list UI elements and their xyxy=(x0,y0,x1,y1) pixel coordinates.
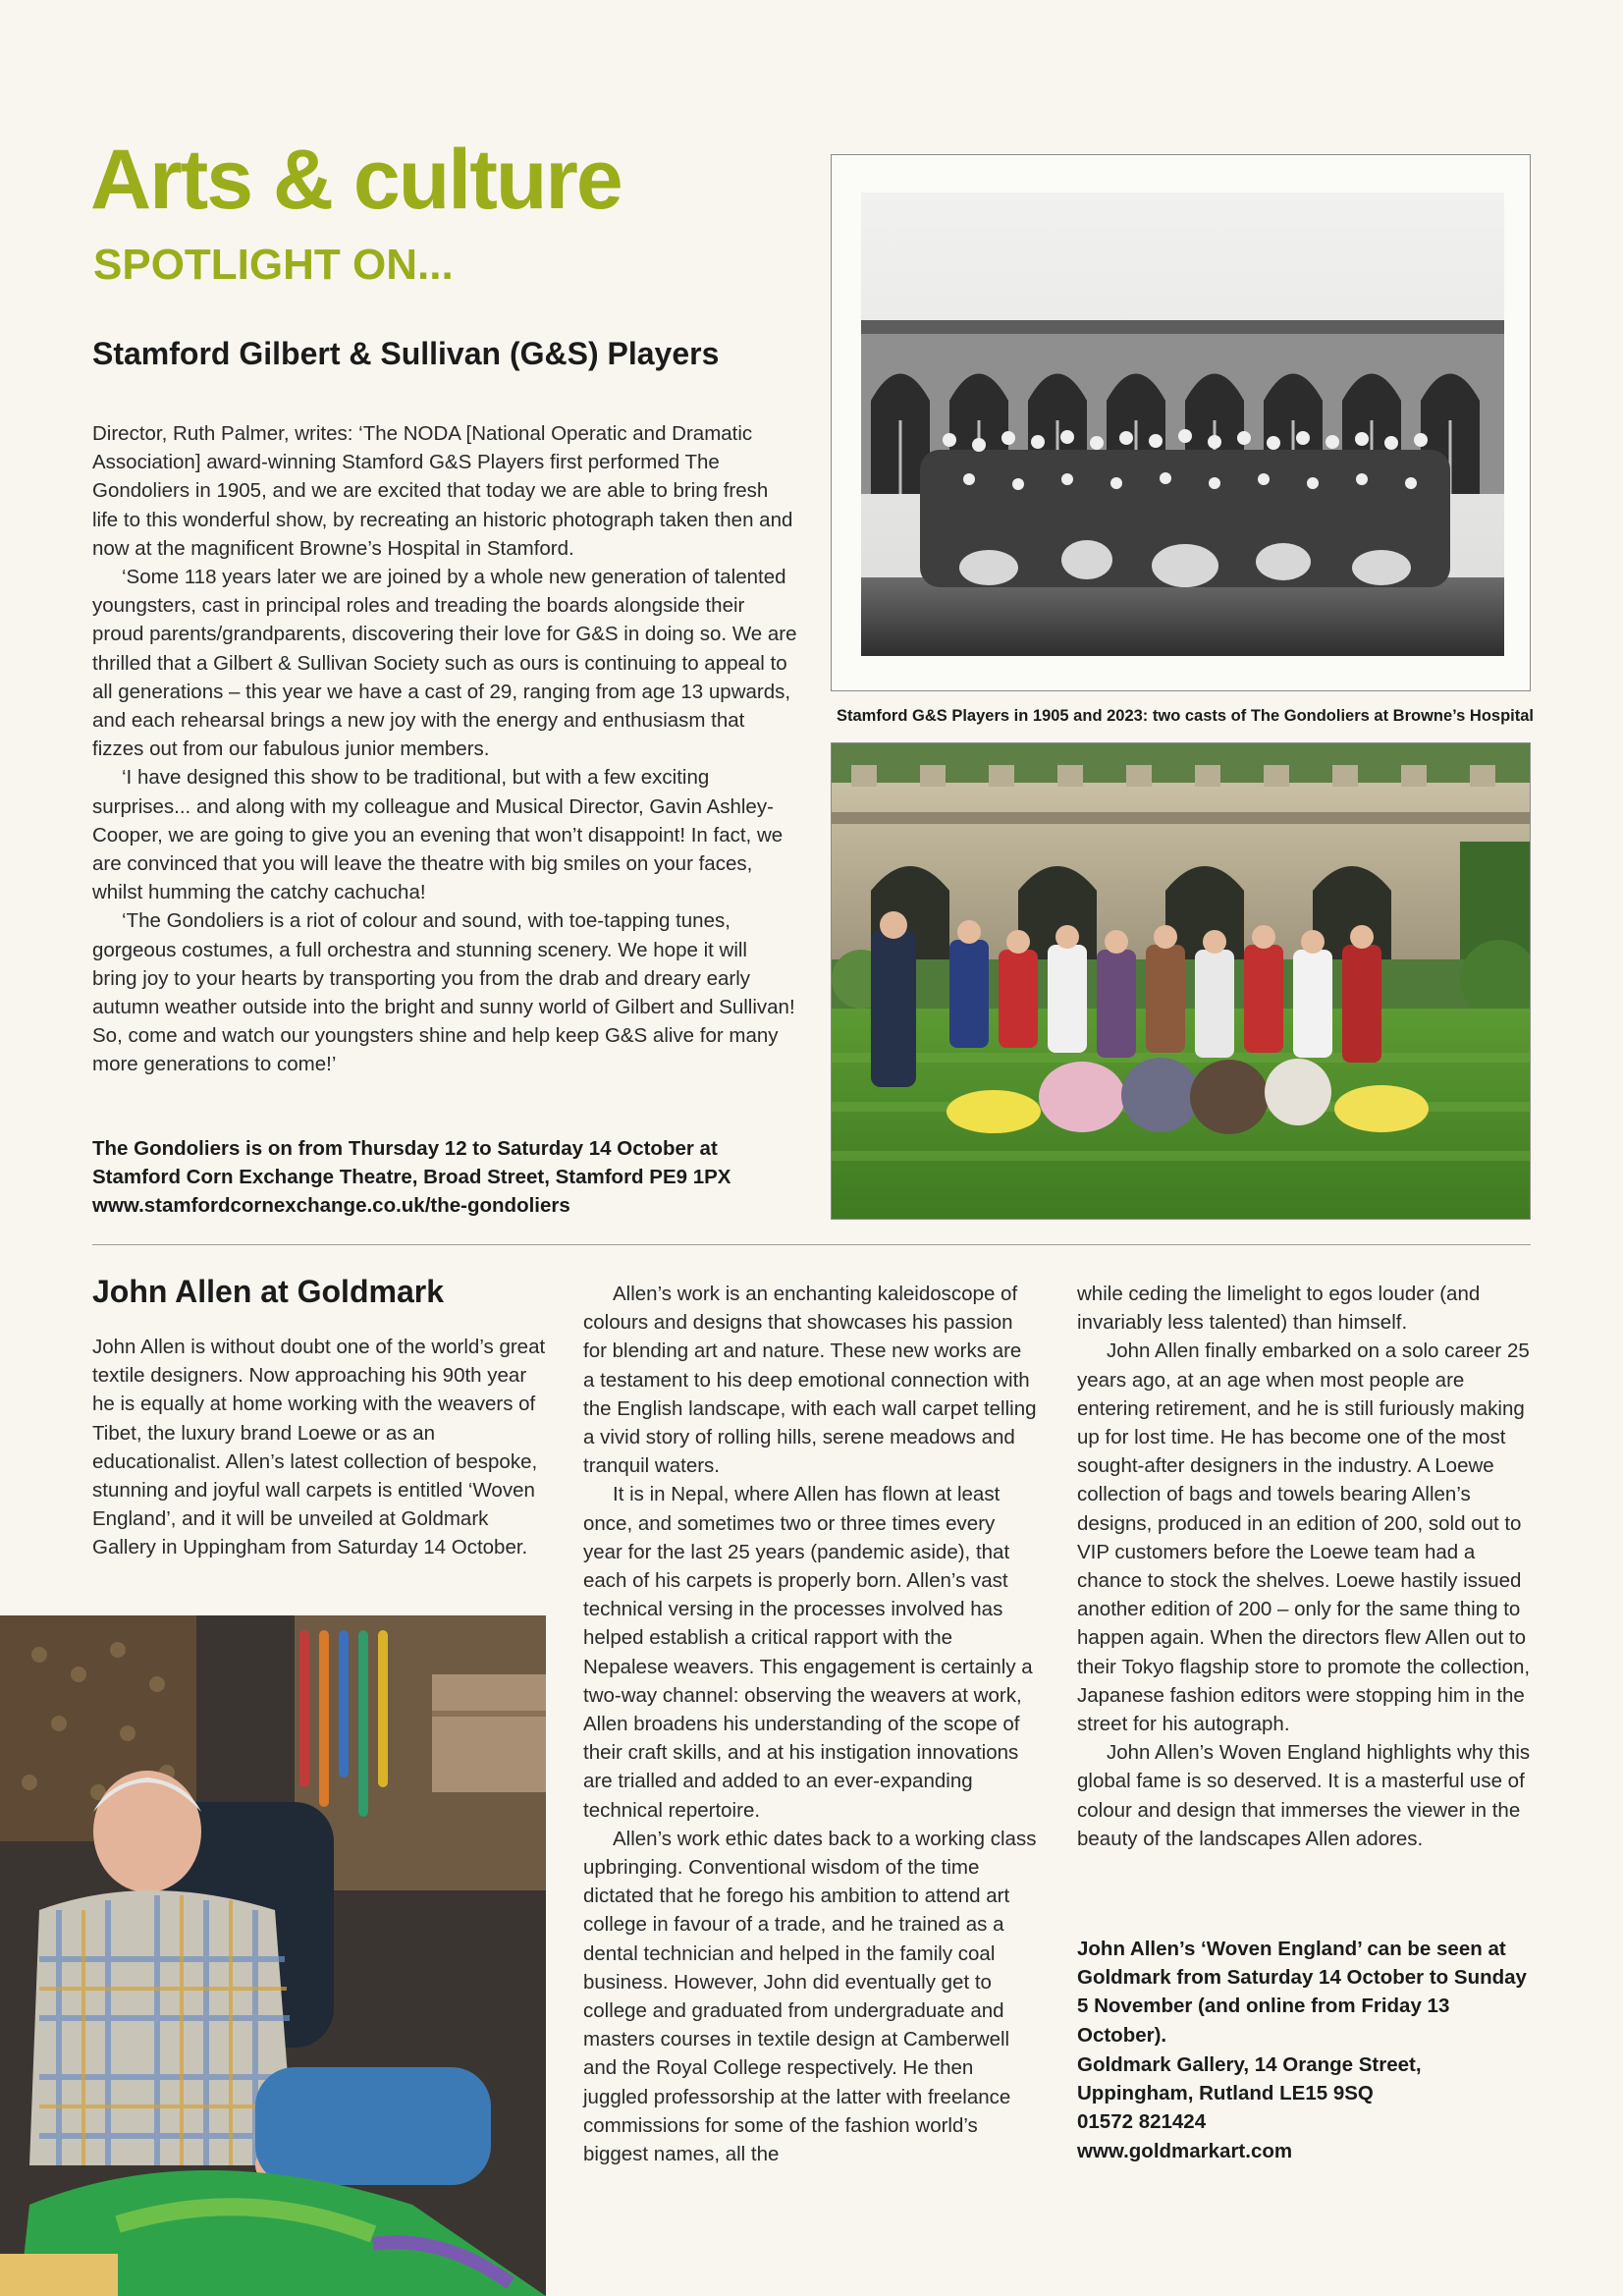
paragraph: John Allen is without doubt one of the world’s great textile designers. Now approaching his 90th year he is equally at home working with the weavers of Tibet, the luxury brand Loewe or as an educationalist. Allen’s latest collection of bespoke, stunning and joyful wall carpets is entitled ‘Woven England’, and it will be unveiled at Goldmark Gallery in Uppingham from Saturday 14 October. xyxy=(92,1336,546,1559)
paragraph: John Allen finally embarked on a solo career 25 years ago, at an age when most people are entering retirement, and he is still furiously making up for lost time. He has become one of the most sought-after designers in the industry. A Loewe collection of bags and towels bearing Allen’s designs, produced in an edition of 200, sold out to VIP customers before the Loewe team had a chance to stock the shelves. Loewe hastily issued another edition of 200 – only for the same thing to happen again. When the directors flew Allen out to their Tokyo flagship store to promote the collection, Japanese fashion editors were stopping him in the street for his autograph. xyxy=(1077,1339,1531,1736)
article-heading-john-allen: John Allen at Goldmark xyxy=(92,1274,444,1309)
paragraph: Director, Ruth Palmer, writes: ‘The NODA [National Operatic and Dramatic Association] award-winning Stamford G&S Players first performed The Gondoliers in 1905, and we are excited that today we are able to bring fresh life to this wonderful show, by recreating an historic photograph taken then and now at the magnificent Browne’s Hospital in Stamford. xyxy=(92,422,793,560)
john-allen-photo xyxy=(0,1615,546,2296)
event-venue: Stamford Corn Exchange Theatre, Broad Street, Stamford PE9 1PX xyxy=(92,1166,731,1189)
paragraph: It is in Nepal, where Allen has flown at least once, and sometimes two or three times every year for the last 25 years (pandemic aside), that each of his carpets is properly born. Allen’s vast technical versing in the processes involved has helped establish a critical rapport with the Nepalese weavers. This engagement is certainly a two-way channel: observing the weavers at work, Allen broadens his understanding of the scope of their craft skills, and at his instigation innovations are trialled and added to an ever-expanding technical repertoire. xyxy=(583,1483,1033,1822)
portrait-image xyxy=(0,1615,546,2296)
paragraph: ‘The Gondoliers is a riot of colour and sound, with toe-tapping tunes, gorgeous costumes, a full orchestra and stunning scenery. We hope it will bring joy to your hearts by transporting you from the drab and dreary early autumn weather outside into the bright and sunny world of Gilbert and Sullivan! So, come and watch our youngsters shine and help keep G&S alive for many more generations to come!’ xyxy=(92,909,795,1076)
address-line: Goldmark Gallery, 14 Orange Street, xyxy=(1077,2053,1422,2076)
website-link[interactable]: www.goldmarkart.com xyxy=(1077,2139,1293,2162)
article-body-gs-players xyxy=(92,419,797,1079)
paragraph: John Allen’s Woven England highlights why this global fame is so deserved. It is a masterful use of colour and design that immerses the viewer in the beauty of the landscapes Allen adores. xyxy=(1077,1741,1531,1850)
section-divider xyxy=(92,1244,1531,1245)
article-heading-gs-players: Stamford Gilbert & Sullivan (G&S) Players xyxy=(92,336,720,371)
event-dates: The Gondoliers is on from Thursday 12 to Saturday 14 October at xyxy=(92,1137,718,1160)
exhibition-line: 5 November (and online from Friday 13 October). xyxy=(1077,1995,1450,2047)
gallery-address xyxy=(1077,2050,1539,2165)
paragraph: ‘I have designed this show to be traditional, but with a few exciting surprises... and along with my colleague and Musical Director, Gavin Ashley-Cooper, we are going to give you an evening that won’t disappoint! In fact, we are convinced that you will leave the theatre with big smiles on your faces, whilst humming the catchy cachucha! xyxy=(92,766,784,904)
section-title: Arts & culture xyxy=(90,133,622,227)
paragraph: Allen’s work ethic dates back to a working class upbringing. Conventional wisdom of the time dictated that he forego his ambition to attend art college in favour of a trade, and he trained as a dental technician and helped in the family coal business. However, John did eventually get to college and graduated from undergraduate and masters courses in textile design at Camberwell and the Royal College respectively. He then juggled professorship at the latter with freelance commissions for some of the fashion world’s biggest names, all the xyxy=(583,1827,1037,2166)
exhibition-line: Goldmark from Saturday 14 October to Sunday xyxy=(1077,1966,1527,1990)
exhibition-line: John Allen’s ‘Woven England’ can be seen at xyxy=(1077,1938,1506,1960)
paragraph: while ceding the limelight to egos louder (and invariably less talented) than himself. xyxy=(1077,1283,1481,1335)
event-details xyxy=(92,1134,799,1221)
paragraph: ‘Some 118 years later we are joined by a whole new generation of talented youngsters, cast in principal roles and treading the boards alongside their proud parents/grandparents, discovering their love for G&S in doing so. We are thrilled that a Gilbert & Sullivan Society such as ours is continuing to appeal to all generations – this year we have a cast of 29, ranging from age 13 upwards, and each rehearsal brings a new joy with the energy and enthusiasm that fizzes out from our fabulous junior members. xyxy=(92,566,797,761)
paragraph: Allen’s work is an enchanting kaleidoscope of colours and designs that showcases his passion for blending art and nature. These new works are a testament to his deep emotional connection with the English landscape, with each wall carpet telling a vivid story of rolling hills, serene meadows and tranquil waters. xyxy=(583,1283,1037,1478)
historic-cast-photo xyxy=(832,155,1530,690)
article-body-col2 xyxy=(583,1280,1037,2168)
address-line: Uppingham, Rutland LE15 9SQ xyxy=(1077,2082,1374,2105)
exhibition-info xyxy=(1077,1935,1539,2050)
article-body-col3 xyxy=(1077,1280,1531,1853)
photo-caption: Stamford G&S Players in 1905 and 2023: two casts of The Gondoliers at Browne’s Hospital xyxy=(837,707,1534,725)
section-subtitle: SPOTLIGHT ON... xyxy=(93,241,454,289)
modern-photo-frame xyxy=(831,742,1531,1220)
event-link[interactable]: www.stamfordcornexchange.co.uk/the-gondoliers xyxy=(92,1194,570,1218)
historic-photo-frame xyxy=(831,154,1531,691)
phone-number[interactable]: 01572 821424 xyxy=(1077,2110,1207,2134)
article-body-col1 xyxy=(92,1333,546,1562)
modern-cast-photo xyxy=(832,743,1530,1219)
